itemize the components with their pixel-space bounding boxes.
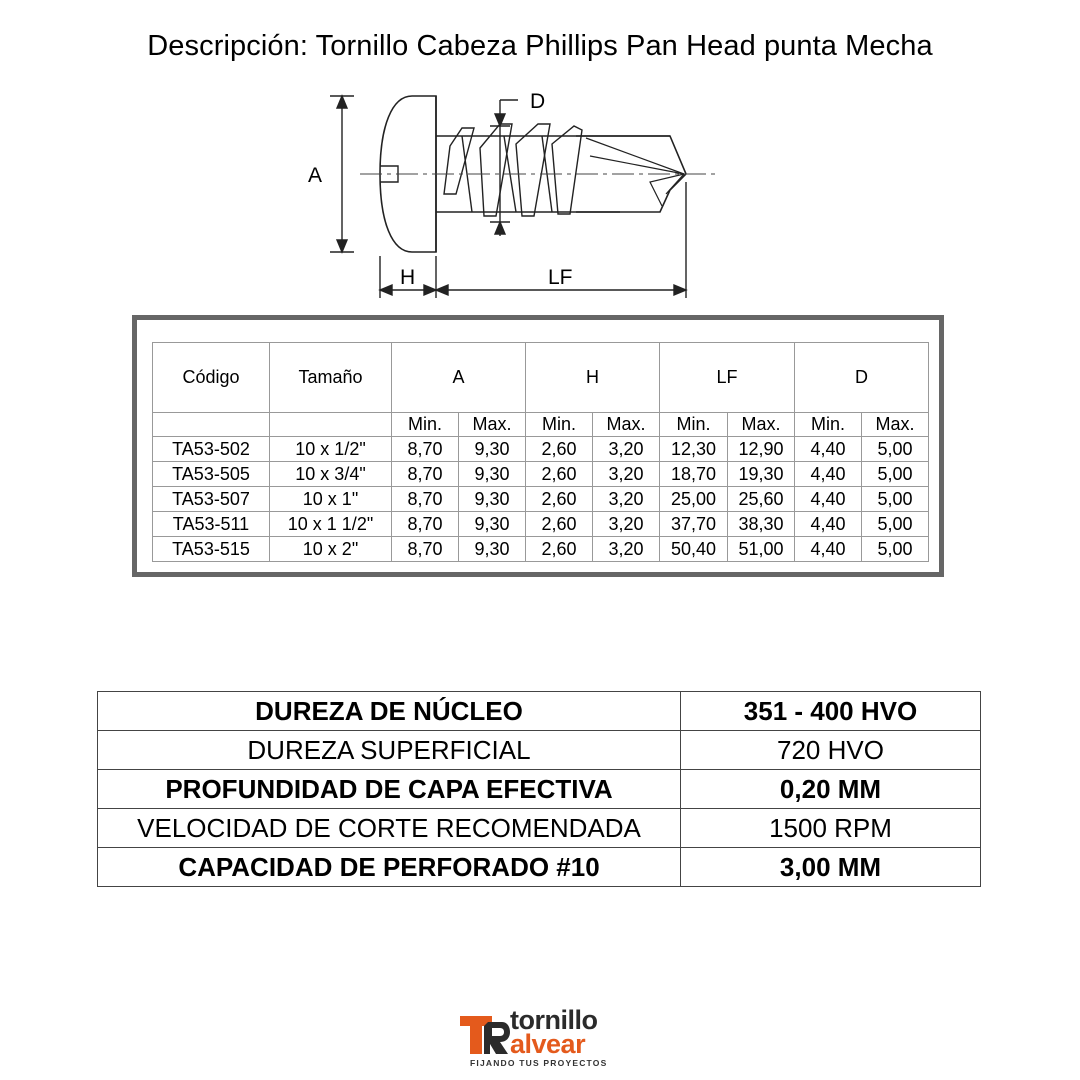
subheader-min: Min. [526, 413, 593, 437]
logo-word-bottom: alvear [510, 1029, 586, 1059]
table-row [153, 537, 929, 562]
subheader-min: Min. [660, 413, 728, 437]
subheader-min: Min. [795, 413, 862, 437]
header-codigo: Código [153, 343, 270, 413]
property-value: 0,20 MM [681, 770, 981, 809]
property-row [98, 770, 981, 809]
cell-a-min: 8,70 [392, 437, 459, 462]
table-row [153, 462, 929, 487]
property-row [98, 692, 981, 731]
cell-lf-max: 12,90 [728, 437, 795, 462]
dim-label-h: H [400, 266, 416, 289]
cell-size: 10 x 1" [270, 487, 392, 512]
cell-d-max: 5,00 [862, 512, 929, 537]
cell-d-min: 4,40 [795, 462, 862, 487]
cell-d-min: 4,40 [795, 487, 862, 512]
cell-a-min: 8,70 [392, 462, 459, 487]
logo-word-top: tornillo [510, 1005, 598, 1035]
subheader-max: Max. [459, 413, 526, 437]
cell-a-min: 8,70 [392, 487, 459, 512]
cell-h-max: 3,20 [593, 437, 660, 462]
subheader-max: Max. [728, 413, 795, 437]
cell-d-max: 5,00 [862, 537, 929, 562]
spec-subheader-row [153, 413, 929, 437]
cell-size: 10 x 1/2" [270, 437, 392, 462]
property-row [98, 848, 981, 887]
header-tamano: Tamaño [270, 343, 392, 413]
spec-header-row [153, 343, 929, 413]
spec-table [152, 342, 929, 562]
cell-h-max: 3,20 [593, 537, 660, 562]
cell-h-max: 3,20 [593, 512, 660, 537]
cell-h-min: 2,60 [526, 462, 593, 487]
table-row [153, 437, 929, 462]
cell-lf-max: 38,30 [728, 512, 795, 537]
cell-d-min: 4,40 [795, 437, 862, 462]
table-row [153, 512, 929, 537]
cell-code: TA53-502 [153, 437, 270, 462]
cell-h-min: 2,60 [526, 487, 593, 512]
cell-d-min: 4,40 [795, 512, 862, 537]
cell-lf-max: 25,60 [728, 487, 795, 512]
cell-lf-min: 25,00 [660, 487, 728, 512]
cell-code: TA53-505 [153, 462, 270, 487]
header-h: H [526, 343, 660, 413]
subheader-max: Max. [593, 413, 660, 437]
logo-tagline: FIJANDO TUS PROYECTOS [470, 1058, 608, 1068]
cell-code: TA53-515 [153, 537, 270, 562]
property-value: 720 HVO [681, 731, 981, 770]
cell-lf-min: 18,70 [660, 462, 728, 487]
dim-label-lf: LF [548, 266, 573, 289]
dim-label-a: A [308, 164, 323, 187]
subheader-min: Min. [392, 413, 459, 437]
cell-code: TA53-507 [153, 487, 270, 512]
cell-lf-max: 51,00 [728, 537, 795, 562]
dim-label-d: D [530, 90, 546, 113]
cell-size: 10 x 2" [270, 537, 392, 562]
cell-a-max: 9,30 [459, 512, 526, 537]
property-value: 351 - 400 HVO [681, 692, 981, 731]
cell-h-max: 3,20 [593, 462, 660, 487]
subheader-blank [270, 413, 392, 437]
cell-size: 10 x 3/4" [270, 462, 392, 487]
property-label: CAPACIDAD DE PERFORADO #10 [98, 848, 681, 887]
cell-a-max: 9,30 [459, 537, 526, 562]
cell-a-min: 8,70 [392, 512, 459, 537]
table-row [153, 487, 929, 512]
cell-a-max: 9,30 [459, 437, 526, 462]
header-d: D [795, 343, 929, 413]
cell-h-min: 2,60 [526, 512, 593, 537]
property-value: 1500 RPM [681, 809, 981, 848]
spec-table-frame [132, 315, 944, 577]
cell-code: TA53-511 [153, 512, 270, 537]
cell-a-min: 8,70 [392, 537, 459, 562]
cell-size: 10 x 1 1/2" [270, 512, 392, 537]
subheader-max: Max. [862, 413, 929, 437]
property-row [98, 809, 981, 848]
property-row [98, 731, 981, 770]
cell-a-max: 9,30 [459, 487, 526, 512]
property-label: DUREZA SUPERFICIAL [98, 731, 681, 770]
subheader-blank [153, 413, 270, 437]
logo-mark-icon [458, 1012, 510, 1056]
property-label: VELOCIDAD DE CORTE RECOMENDADA [98, 809, 681, 848]
cell-lf-max: 19,30 [728, 462, 795, 487]
cell-a-max: 9,30 [459, 462, 526, 487]
property-label: DUREZA DE NÚCLEO [98, 692, 681, 731]
cell-d-min: 4,40 [795, 537, 862, 562]
cell-h-min: 2,60 [526, 437, 593, 462]
cell-lf-min: 50,40 [660, 537, 728, 562]
page-title: Descripción: Tornillo Cabeza Phillips Pan Head punta Mecha [147, 30, 933, 62]
header-lf: LF [660, 343, 795, 413]
cell-d-max: 5,00 [862, 437, 929, 462]
header-a: A [392, 343, 526, 413]
cell-d-max: 5,00 [862, 462, 929, 487]
brand-logo [458, 1006, 628, 1070]
cell-h-max: 3,20 [593, 487, 660, 512]
cell-lf-min: 12,30 [660, 437, 728, 462]
cell-h-min: 2,60 [526, 537, 593, 562]
property-label: PROFUNDIDAD DE CAPA EFECTIVA [98, 770, 681, 809]
property-value: 3,00 MM [681, 848, 981, 887]
cell-lf-min: 37,70 [660, 512, 728, 537]
properties-table [97, 691, 981, 887]
cell-d-max: 5,00 [862, 487, 929, 512]
screw-technical-drawing [290, 86, 730, 301]
